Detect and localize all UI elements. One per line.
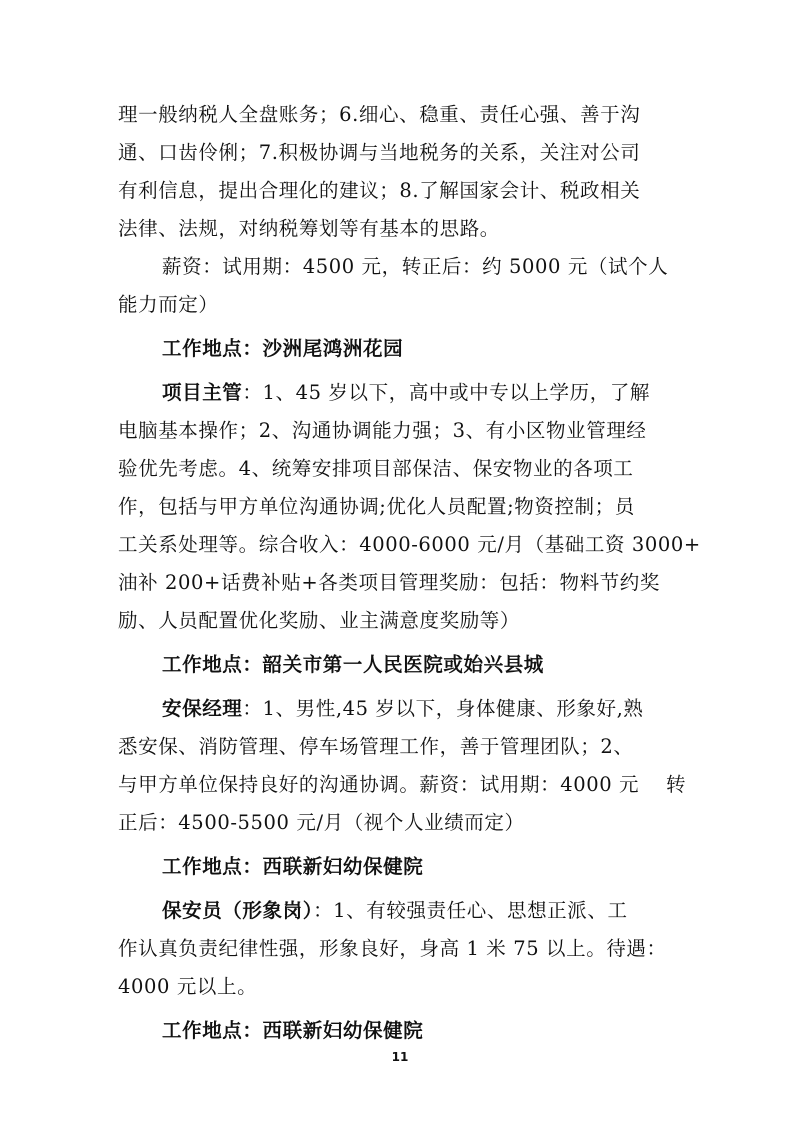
text-line: 薪资：试用期：4500 元，转正后：约 5000 元（试个人 bbox=[162, 255, 669, 278]
job-title: 安保经理 bbox=[162, 697, 243, 720]
text-line bbox=[118, 892, 688, 930]
job-project-manager bbox=[118, 374, 701, 640]
text-line bbox=[118, 374, 688, 412]
text-line: 有利信息，提出合理化的建议；8.了解国家会计、税政相关 bbox=[118, 179, 641, 202]
text-line: 验优先考虑。4、统筹安排项目部保洁、保安物业的各项工 bbox=[118, 457, 634, 480]
work-location: 工作地点：西联新妇幼保健院 bbox=[162, 855, 424, 878]
work-location: 工作地点：韶关市第一人民医院或始兴县城 bbox=[162, 653, 544, 676]
text-line: 油补 200+话费补贴+各类项目管理奖励：包括：物料节约奖 bbox=[118, 571, 660, 594]
text-span: ：1、男性,45 岁以下，身体健康、形象好,熟 bbox=[242, 697, 644, 720]
text-line: 正后：4500-5500 元/月（视个人业绩而定） bbox=[118, 811, 525, 834]
text-line: 能力而定） bbox=[118, 293, 219, 316]
job-security-manager bbox=[118, 690, 688, 842]
text-line: 通、口齿伶俐；7.积极协调与当地税务的关系，关注对公司 bbox=[118, 141, 641, 164]
text-line: 悉安保、消防管理、停车场管理工作，善于管理团队；2、 bbox=[118, 735, 634, 758]
text-line: 励、人员配置优化奖励、业主满意度奖励等） bbox=[118, 609, 521, 632]
job-security-guard bbox=[118, 892, 688, 1006]
work-location: 工作地点：西联新妇幼保健院 bbox=[162, 1019, 424, 1042]
text-line: 理一般纳税人全盘账务；6.细心、稳重、责任心强、善于沟 bbox=[118, 103, 641, 126]
text-line: 工关系处理等。综合收入：4000-6000 元/月（基础工资 3000+ bbox=[118, 533, 701, 556]
paragraph-duties bbox=[118, 96, 688, 248]
text-line: 电脑基本操作；2、沟通协调能力强；3、有小区物业管理经 bbox=[118, 419, 647, 442]
text-line bbox=[118, 690, 688, 728]
text-line: 4000 元以上。 bbox=[118, 975, 258, 998]
document-body bbox=[118, 96, 701, 1050]
text-line: 作认真负责纪律性强，形象良好，身高 1 米 75 以上。待遇： bbox=[118, 937, 667, 960]
text-line: 与甲方单位保持良好的沟通协调。薪资：试用期：4000 元 转 bbox=[118, 773, 687, 796]
job-title: 项目主管 bbox=[162, 381, 243, 404]
job-title: 保安员（形象岗） bbox=[162, 899, 314, 922]
paragraph-salary bbox=[118, 248, 688, 324]
text-line: 作，包括与甲方单位沟通协调;优化人员配置;物资控制；员 bbox=[118, 495, 635, 518]
page-number: 11 bbox=[391, 1050, 409, 1064]
text-span: ：1、有较强责任心、思想正派、工 bbox=[313, 899, 628, 922]
work-location: 工作地点：沙洲尾鸿洲花园 bbox=[162, 337, 404, 360]
text-line: 法律、法规，对纳税筹划等有基本的思路。 bbox=[118, 217, 500, 240]
text-span: ：1、45 岁以下，高中或中专以上学历，了解 bbox=[242, 381, 651, 404]
